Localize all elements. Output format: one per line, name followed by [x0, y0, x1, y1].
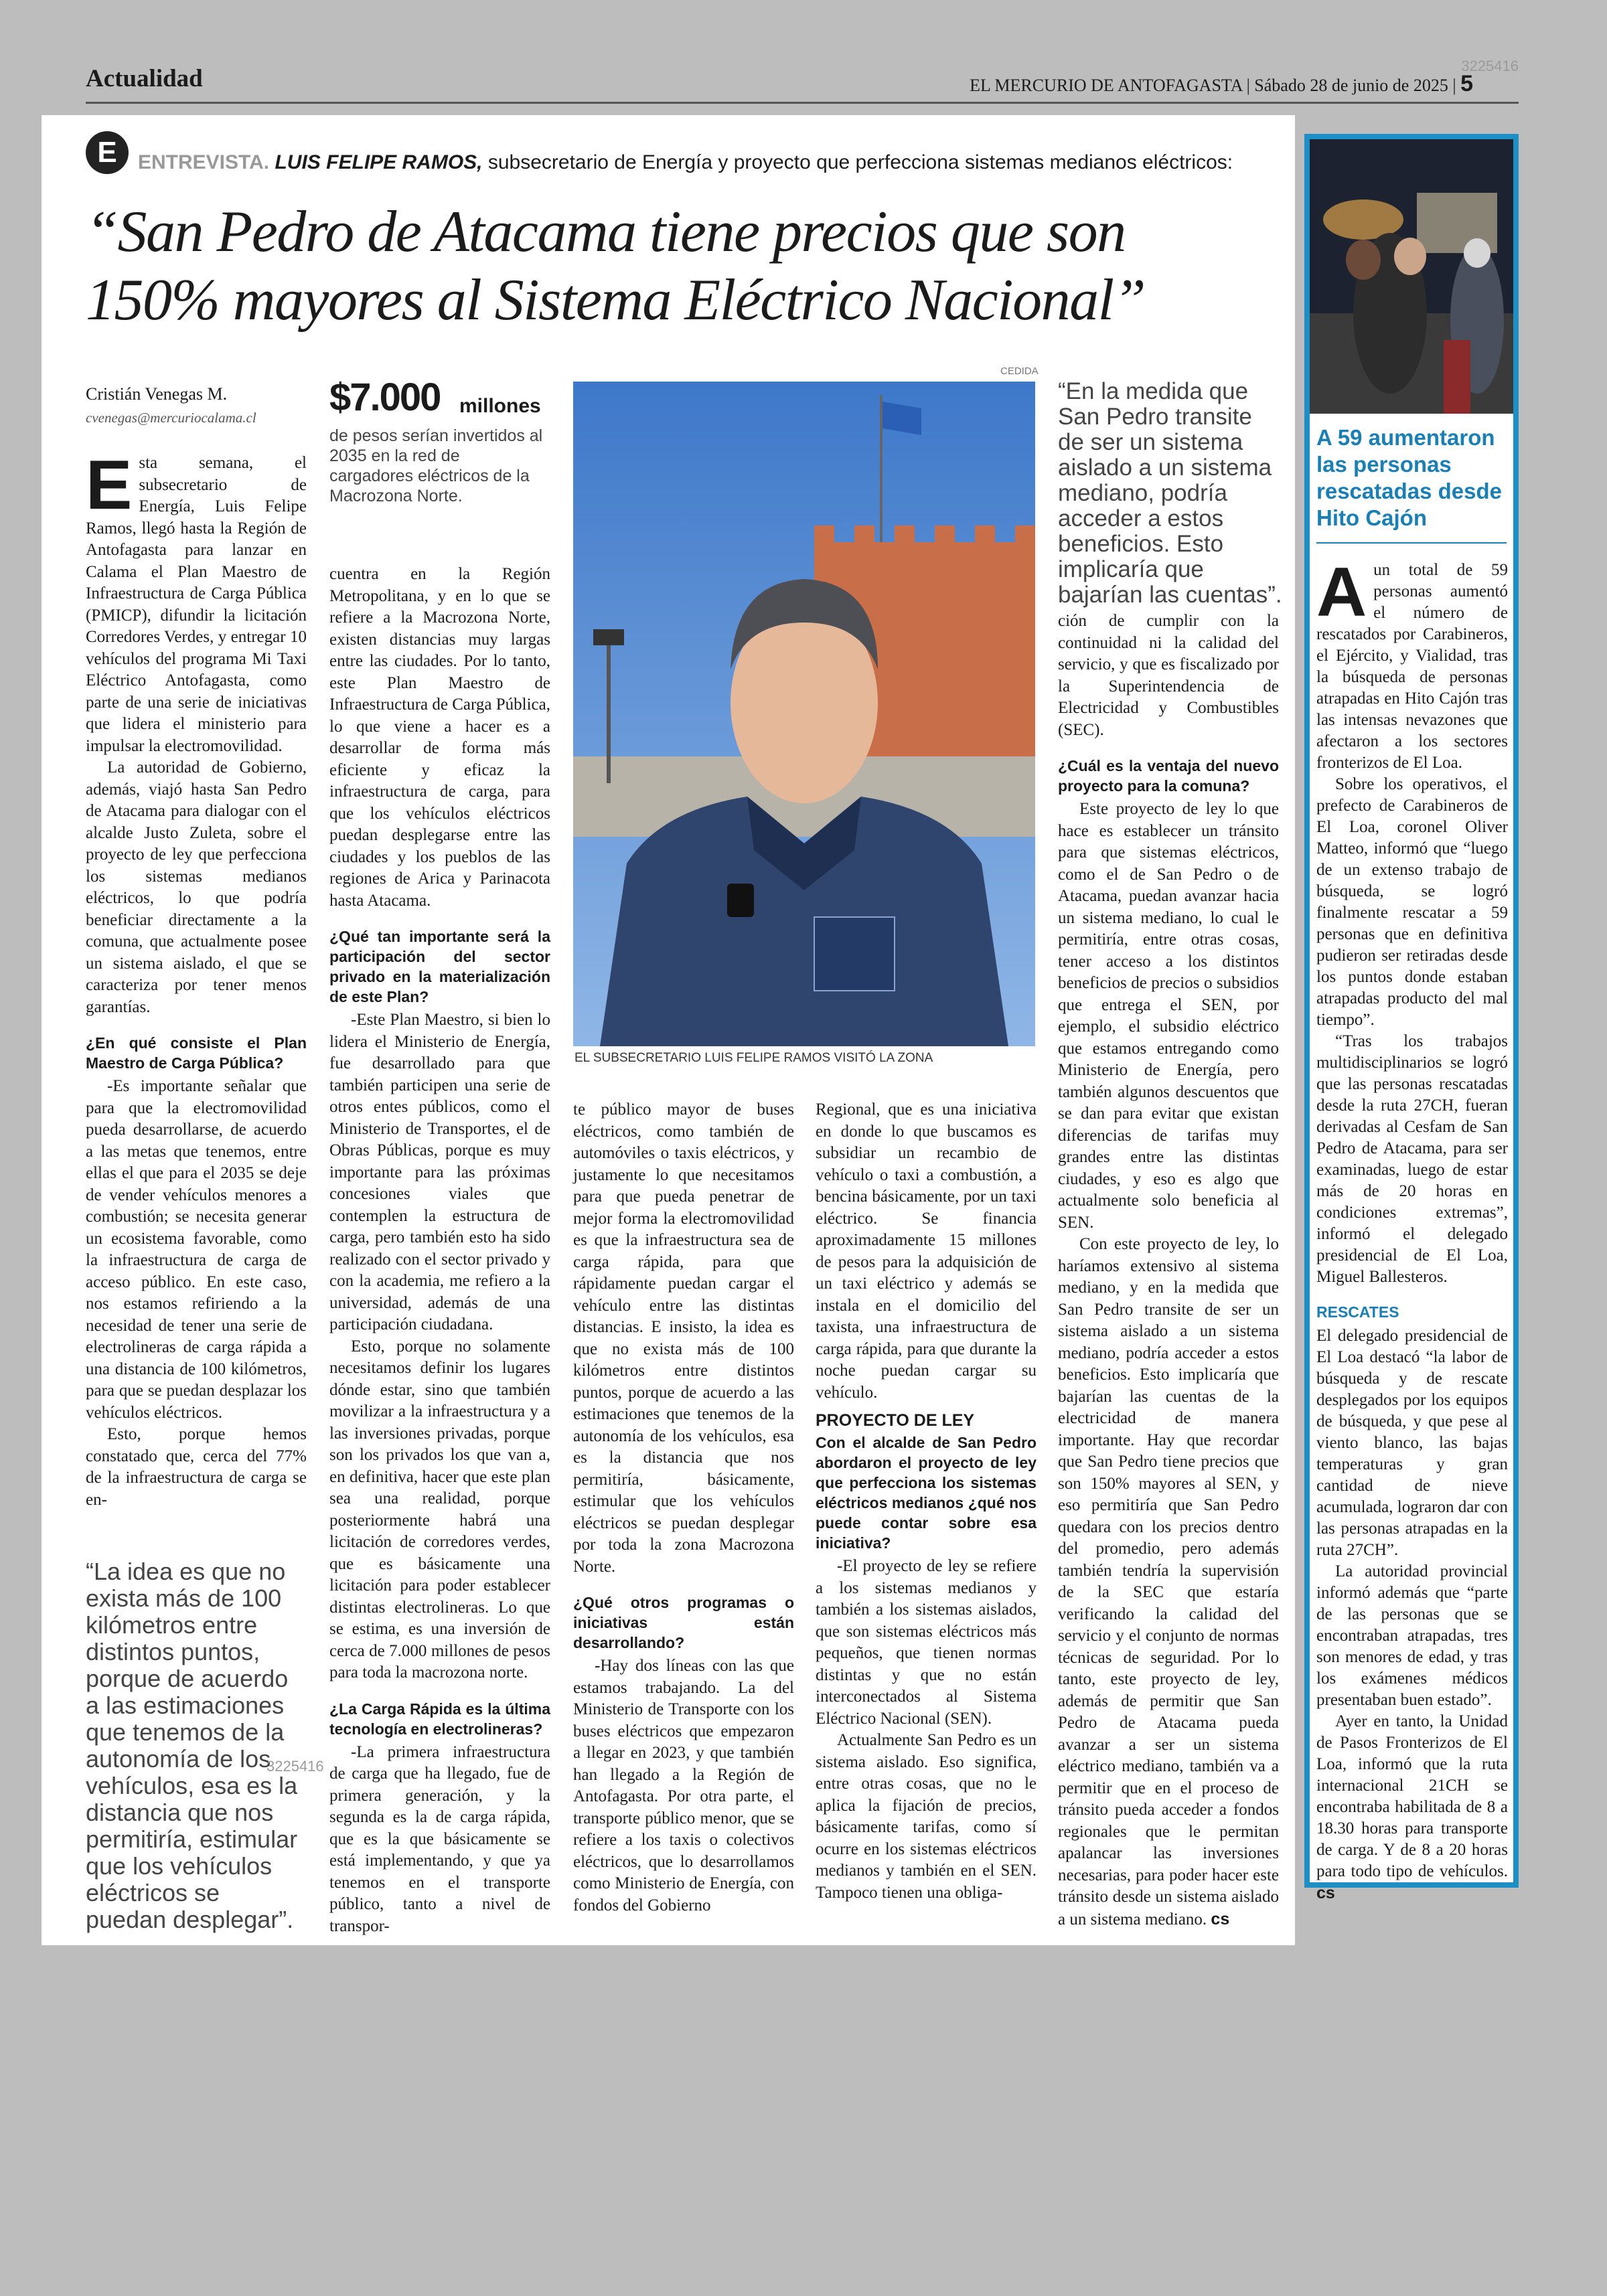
- sidebar-subheading: RESCATES: [1316, 1303, 1399, 1321]
- kicker-description: subsecretario de Energía y proyecto que perfecciona sistemas medianos eléctricos:: [487, 151, 1233, 173]
- paragraph: ción de cumplir con la continuidad ni la calidad del servicio, y que es fiscalizado por la Superintendencia de Electricidad y Combustibles (SEC).: [1058, 612, 1279, 739]
- question: Con el alcalde de San Pedro abordaron el proyecto de ley que perfecciona los sistemas eléctricos medianos ¿qué nos puede contar sobre esa iniciativa?: [816, 1434, 1037, 1552]
- pull-quote-left: “La idea es que no exista más de 100 kilómetros entre distintos puntos, porque de acuerdo a las estimaciones que tenemos de la autonomía de los vehículos, esa es la distancia que nos permitiría, estimular que los vehículos eléctricos se puedan desplegar”.: [86, 1558, 298, 1933]
- question: ¿La Carga Rápida es la última tecnología en electrolineras?: [329, 1700, 550, 1738]
- sidebar-title: A 59 aumentaron las personas rescatadas desde Hito Cajón: [1316, 425, 1503, 530]
- subheading: PROYECTO DE LEY: [816, 1411, 975, 1430]
- paragraph: te público mayor de buses eléctricos, como también de automóviles o taxis eléctricos, y justamente lo que necesitamos para que pueda penetrar de mejor forma la electromovilidad es que la infraestructura sea de carga rápida, para que rápidamente puedan cargar el vehículo entre las distintas distancias. E insisto, la idea es que no exista más de 100 kilómetros entre distintos puntos, porque de acuerdo a las estimaciones que tenemos de la autonomía de los vehículos, esa es la distancia que nos permitiría, básicamente, estimular que los vehículos eléctricos se puedan desplegar por toda la zona Macrozona Norte.: [573, 1100, 794, 1576]
- question: ¿Qué tan importante será la participación del sector privado en la materialización de este Plan?: [329, 928, 550, 1005]
- pull-quote-right: “En la medida que San Pedro transite de ser un sistema aislado a un sistema mediano, podría acceder a estos beneficios. Esto implicaría que bajarían las cuentas”.: [1058, 378, 1282, 608]
- question: ¿Qué otros programas o iniciativas están desarrollando?: [573, 1594, 794, 1651]
- paragraph: Esto, porque hemos constatado que, cerca del 77% de la infraestructura de carga se en-: [86, 1425, 307, 1509]
- article-column-1: [86, 446, 307, 1511]
- paragraph: Sobre los operativos, el prefecto de Carabineros de El Loa, coronel Oliver Matteo, informó que “luego de un extenso trabajo de búsqueda, se logró finalmente rescatar a 59 personas que en definitiva pudieron ser retiradas desde los puntos donde estaban atrapadas producto del mal tiempo”.: [1316, 775, 1508, 1029]
- paragraph: Esto, porque no solamente necesitamos definir los lugares dónde estar, sino que también movilizar a la infraestructura y a las inversiones privadas, porque son los privados los que van a, en definitiva, hacer que este plan sea una realidad, porque posteriormente habrá una licitación de corredores verdes, que es básicamente una licitación para poder establecer distintas electrolineras. Lo que se estima, es una inversión de cerca de 7.000 millones de pesos para toda la macrozona norte.: [329, 1337, 550, 1682]
- paragraph: sta semana, el subsecretario de Energía, Luis Felipe Ramos, llegó hasta la Región de Antofagasta para lanzar en Calama el Plan Maestro de Infraestructura de Carga Pública (PMICP), difundir la licitación Corredores Verdes, y entregar 10 vehículos del programa Mi Taxi Eléctrico Antofagasta, como parte de una serie de iniciativas que lidera el ministerio para impulsar la electromovilidad.: [86, 454, 307, 755]
- article-column-2: [329, 564, 550, 1937]
- question: ¿Cuál es la ventaja del nuevo proyecto para la comuna?: [1058, 757, 1279, 795]
- article-column-4-continued: [816, 1430, 1037, 1904]
- paragraph: -Hay dos líneas con las que estamos trabajando. La del Ministerio de Transporte con los buses eléctricos que empezaron a llegar en 2023, y que también han llegado a la Región de Antofagasta. Por otra parte, el transporte público menor, que se refiere a los taxis o colectivos eléctricos, que lo desarrollamos como Ministerio de Energía, con fondos del Gobierno: [573, 1657, 794, 1914]
- end-mark-icon: cs: [1316, 1884, 1335, 1902]
- byline: Cristián Venegas M.: [86, 384, 228, 404]
- paragraph: -La primera infraestructura de carga que ha llegado, fue de primera generación, y la segunda es la de carga rápida, que es la que básicamente se está implementando, y que ya tenemos en el transporte público, tanto a nivel de transpor-: [329, 1742, 550, 1935]
- publication-date: Sábado 28 de junio de 2025: [1254, 76, 1448, 95]
- paragraph: La autoridad de Gobierno, además, viajó hasta San Pedro de Atacama para dialogar con el alcalde Justo Zuleta, sobre el proyecto de ley que perfecciona los sistemas medianos eléctricos, lo que podría beneficiar directamente a la comuna, que actualmente posee un sistema aislado, el que se caracteriza por tener menos garantías.: [86, 758, 307, 1016]
- sidebar-divider: [1316, 542, 1507, 544]
- paragraph: El delegado presidencial de El Loa destacó “la labor de búsqueda y de rescate desplegados por los equipos de búsqueda, y que pese al viento blanco, las bajas temperaturas y gran cantidad de nieve acumulada, lograron dar con las personas atrapadas en la ruta 27CH”.: [1316, 1327, 1508, 1559]
- paragraph-text: Con este proyecto de ley, lo haríamos extensivo al sistema mediano, y en la medida que San Pedro transite de ser un sistema aislado a un sistema mediano, podría acceder a estos beneficios. Esto implicaría que bajarían las cuentas de la electricidad de manera importante. Hay que recordar que San Pedro tiene precios que son 150% mayores al SEN, y eso permitiría que San Pedro quedara con los precios dentro del promedio, pero además también tendría la supervisión de la SEC que estaría verificando la calidad del servicio y el conjunto de normas técnicas de seguridad. Por lo tanto, este proyecto de ley, además de permitir que San Pedro de Atacama pueda avanzar a ser un sistema eléctrico mediano, también va a permitir que en el proceso de tránsito pueda acceder a fondos regionales que le permitan apalancar las inversiones necesarias, para poder hacer este tránsito desde un sistema aislado a un sistema mediano.: [1058, 1235, 1279, 1929]
- paragraph: [1058, 1234, 1279, 1931]
- paragraph: Este proyecto de ley lo que hace es establecer un tránsito para que sistemas eléctricos, como el de San Pedro o de Atacama, puedan avanzar hacia un sistema mediano, lo cual le permitiría, entre otras cosas, tener acceso a los distintos beneficios de precios o subsidios que entrega el SEN, por ejemplo, el subsidio eléctrico que estamos entregando como Ministerio de Energía, pero también algunos descuentos que se dan para evitar que existan diferencias de tarifas muy grandes entre las distintas ciudades, y eso es algo que actualmente solo beneficia al SEN.: [1058, 800, 1279, 1232]
- publication-name: EL MERCURIO DE ANTOFAGASTA: [970, 76, 1243, 95]
- photo-illustration: [573, 382, 1035, 1046]
- headline: [86, 198, 1264, 335]
- publication-line: EL MERCURIO DE ANTOFAGASTA | Sábado 28 de junio de 2025 | 5: [970, 71, 1473, 96]
- sidebar-dropcap: A: [1316, 554, 1367, 631]
- interview-badge-icon: E: [86, 131, 129, 174]
- headline-line-2: 150% mayores al Sistema Eléctrico Nacional”: [86, 268, 1146, 333]
- photo-credit: CEDIDA: [1000, 365, 1039, 377]
- clip-id-watermark: 3225416: [266, 1758, 324, 1775]
- dropcap: E: [86, 446, 133, 524]
- headline-line-1: “San Pedro de Atacama tiene precios que son: [86, 199, 1126, 264]
- header-divider: [86, 102, 1519, 104]
- paragraph: Regional, que es una iniciativa en donde lo que buscamos es subsidiar un recambio de vehículo o taxi a combustión, a bencina básicamente, por un taxi eléctrico. Se financia aproximadamente 15 millones de pesos para la adquisición de un taxi eléctrico y además se instala en el domicilio del taxista, una infraestructura de carga rápida, para que durante la noche puedan cargar su vehículo.: [816, 1100, 1037, 1402]
- rescue-photo: [1310, 139, 1513, 414]
- article-column-3: [573, 1099, 794, 1916]
- big-number-unit: millones: [459, 395, 541, 417]
- kicker: [138, 151, 1233, 174]
- question: ¿En qué consiste el Plan Maestro de Carga Pública?: [86, 1034, 307, 1072]
- paragraph: un total de 59 personas aumentó el número de rescatados por Carabineros, el Ejército, y Vialidad, tras la búsqueda de personas atrapadas en Hito Cajón tras las intensas nevazones que afectaron a los sectores fronterizos de El Loa.: [1316, 561, 1508, 772]
- paragraph: “Tras los trabajos multidisciplinarios se logró que las personas rescatadas desde la ruta 27CH, fueran derivadas al Cesfam de San Pedro de Atacama, para ser examinadas, luego de estar más de 20 horas en condiciones extremas”, informó el delegado presidencial de El Loa, Miguel Ballesteros.: [1316, 1032, 1508, 1286]
- article-column-5: [1058, 610, 1279, 1931]
- article-column-4: [816, 1099, 1037, 1404]
- paragraph: -El proyecto de ley se refiere a los sistemas medianos y también a los sistemas aislados, que son sistemas eléctricos más pequeños, que tienen normas distintas y que no están interconectados al Sistema Eléctrico Nacional (SEN).: [816, 1557, 1037, 1728]
- sidebar-column: [1316, 554, 1508, 1904]
- end-mark-icon: cs: [1211, 1909, 1230, 1929]
- clip-id: 3225416: [1461, 58, 1519, 74]
- paragraph: Actualmente San Pedro es un sistema aislado. Eso significa, entre otras cosas, que no le aplica la fijación de precios, básicamente tarifas, como sí ocurre en los sistemas eléctricos medianos y también en el SEN. Tampoco tienen una obliga-: [816, 1731, 1037, 1902]
- kicker-label: ENTREVISTA.: [138, 151, 270, 173]
- author-email: cvenegas@mercuriocalama.cl: [86, 410, 256, 426]
- paragraph: La autoridad provincial informó además que “parte de las personas que se encontraban atrapadas, tres son menores de edad, y tras los exámenes médicos presentaban buen estado”.: [1316, 1562, 1508, 1709]
- paragraph: -Este Plan Maestro, si bien lo lidera el Ministerio de Energía, fue desarrollado para que también participen una serie de otros entes públicos, como el Ministerio de Transportes, el de Obras Públicas, porque es muy importante para las próximas concesiones viales que contemplen la estructura de carga, pero también esto ha sido realizado con el sector privado y con la academia, me refiero a la universidad, además de una participación ciudadana.: [329, 1011, 550, 1333]
- section-title: Actualidad: [86, 65, 203, 92]
- photo-caption: EL SUBSECRETARIO LUIS FELIPE RAMOS VISITÓ LA ZONA: [575, 1051, 933, 1065]
- rescue-photo-illustration: [1310, 139, 1513, 414]
- page-number: 5: [1460, 71, 1473, 96]
- paragraph: cuentra en la Región Metropolitana, y en lo que se refiere a la Macrozona Norte, existen distancias muy largas entre las ciudades. Por lo tanto, este Plan Maestro de Infraestructura de Carga Pública, lo que viene a hacer es a desarrollar de forma más eficiente y eficaz la infraestructura de carga, para que los vehículos eléctricos puedan desplegarse entre las ciudades y los pueblos de las regiones de Arica y Parinacota hasta Atacama.: [329, 565, 550, 910]
- big-number-text: de pesos serían invertidos al 2035 en la red de cargadores eléctricos de la Macrozona Norte.: [329, 426, 543, 505]
- paragraph-text: Ayer en tanto, la Unidad de Pasos Fronterizos de El Loa, informó que la ruta internacional 21CH se encontraba habilitada de 8 a 18.30 horas para transporte de carga. Y de 8 a 20 horas para todo tipo de vehículos.: [1316, 1712, 1508, 1880]
- paragraph: -Es importante señalar que para que la electromovilidad pueda desarrollarse, de acuerdo a las metas que tenemos, entre ellas el que para el 2035 se deje de vender vehículos menores a combustión; se necesita generar un ecosistema favorable, como la infraestructura de carga de acceso público. En este caso, nos estamos refiriendo a la necesidad de tener una serie de electrolineras de carga rápida a una distancia de 100 kilómetros, para que se puedan desplazar los vehículos eléctricos.: [86, 1077, 307, 1422]
- big-number: $7.000: [329, 376, 441, 419]
- kicker-name: LUIS FELIPE RAMOS,: [275, 151, 483, 173]
- interview-photo: [573, 382, 1035, 1046]
